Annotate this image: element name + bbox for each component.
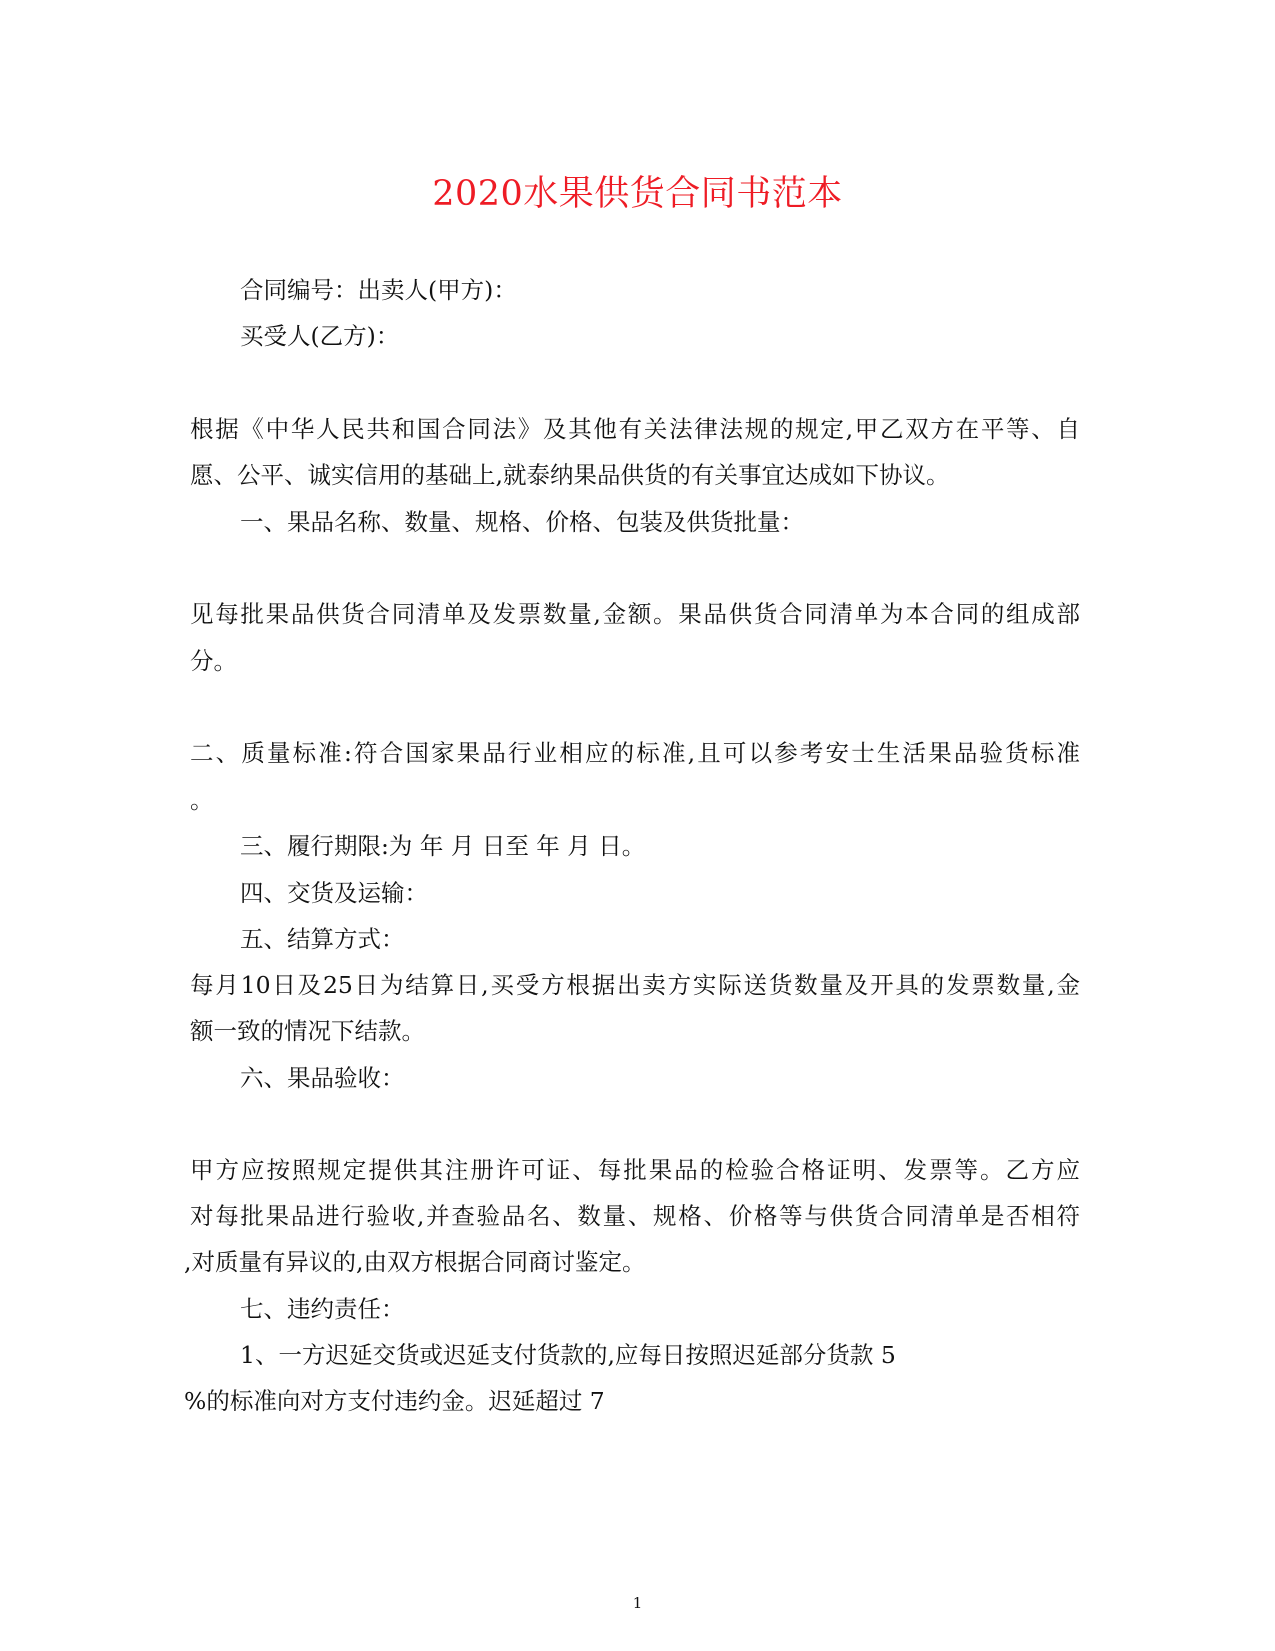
clause-6-heading: 六、果品验收： bbox=[240, 1064, 405, 1092]
clause-4-heading: 四、交货及运输： bbox=[240, 879, 428, 907]
clause-1-heading: 一、果品名称、数量、规格、价格、包装及供货批量： bbox=[240, 508, 804, 536]
clause-2-line-1: 二、质量标准:符合国家果品行业相应的标准,且可以参考安士生活果品验货标准 bbox=[190, 739, 1080, 767]
document-title: 2020水果供货合同书范本 bbox=[432, 174, 843, 214]
page-number: 1 bbox=[632, 1594, 643, 1612]
clause-6-text-line-3: ,对质量有异议的,由双方根据合同商讨鉴定。 bbox=[184, 1248, 646, 1276]
clause-5-heading: 五、结算方式： bbox=[240, 925, 405, 953]
clause-6-text-line-1: 甲方应按照规定提供其注册许可证、每批果品的检验合格证明、发票等。乙方应 bbox=[190, 1156, 1080, 1184]
clause-5-text-line-2: 额一致的情况下结款。 bbox=[190, 1017, 425, 1045]
clause-7-heading: 七、违约责任： bbox=[240, 1295, 405, 1323]
clause-7-item-1-line-2: %的标准向对方支付违约金。迟延超过 7 bbox=[184, 1387, 605, 1415]
preamble-line-2: 愿、公平、诚实信用的基础上,就泰纳果品供货的有关事宜达成如下协议。 bbox=[190, 461, 950, 489]
preamble-line-1: 根据《中华人民共和国合同法》及其他有关法律法规的规定,甲乙双方在平等、自 bbox=[190, 415, 1080, 443]
clause-2-line-2: 。 bbox=[190, 786, 214, 814]
clause-5-text-line-1: 每月10日及25日为结算日,买受方根据出卖方实际送货数量及开具的发票数量,金 bbox=[190, 971, 1080, 999]
clause-3-term: 三、履行期限:为 年 月 日至 年 月 日。 bbox=[240, 832, 646, 860]
contract-number-line: 合同编号：出卖人(甲方)： bbox=[240, 276, 517, 304]
clause-6-text-line-2: 对每批果品进行验收,并查验品名、数量、规格、价格等与供货合同清单是否相符 bbox=[190, 1202, 1080, 1230]
clause-1-text-line-1: 见每批果品供货合同清单及发票数量,金额。果品供货合同清单为本合同的组成部 bbox=[190, 600, 1080, 628]
clause-1-text-line-2: 分。 bbox=[190, 647, 237, 675]
buyer-line: 买受人(乙方)： bbox=[240, 322, 400, 350]
clause-7-item-1-line-1: 1、一方迟延交货或迟延支付货款的,应每日按照迟延部分货款 5 bbox=[240, 1341, 896, 1369]
